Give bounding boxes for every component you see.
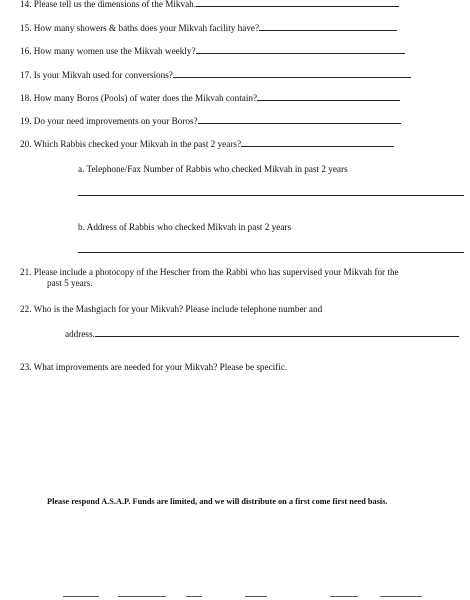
- scan-mark: [63, 596, 99, 597]
- question-14: [20, 0, 399, 10]
- answer-blank-17[interactable]: [173, 69, 411, 78]
- question-15: [20, 22, 397, 34]
- question-20b: b. Address of Rabbis who checked Mikvah in past 2 years: [78, 222, 292, 232]
- question-18-text: 18. How many Boros (Pools) of water does the Mikvah contain?: [20, 93, 258, 103]
- answer-blank-14[interactable]: [196, 0, 399, 7]
- question-16-text: 16. How many women use the Mikvah weekly?: [20, 46, 196, 56]
- address-label: address.: [65, 329, 95, 339]
- question-22-text: 22. Who is the Mashgiach for your Mikvah? Please include telephone number and: [20, 304, 323, 314]
- footer-notice: Please respond A.S.A.P. Funds are limited, and we will distribute on a first come first need basis.: [47, 497, 388, 506]
- question-21-line-1: 21. Please include a photocopy of the Hescher from the Rabbi who has supervised your Mikvah for the: [20, 267, 399, 277]
- answer-blank-19[interactable]: [198, 115, 401, 124]
- question-16: [20, 45, 405, 57]
- answer-line-20b[interactable]: [78, 252, 464, 253]
- question-17-text: 17. Is your Mikvah used for conversions?: [20, 70, 173, 80]
- answer-blank-address[interactable]: [95, 328, 459, 337]
- question-20: [20, 138, 394, 150]
- question-22: [20, 304, 322, 315]
- question-20-text: 20. Which Rabbis checked your Mikvah in the past 2 years?: [20, 139, 242, 149]
- answer-blank-15[interactable]: [259, 22, 397, 31]
- question-23: [20, 362, 287, 373]
- question-15-text: 15. How many showers & baths does your Mikvah facility have?: [20, 23, 260, 33]
- answer-blank-20[interactable]: [241, 138, 394, 147]
- question-22-address: [65, 328, 459, 340]
- answer-area-23[interactable]: [20, 378, 460, 478]
- question-19: [20, 115, 401, 127]
- question-19-text: 19. Do your need improvements on your Boros?: [20, 116, 198, 126]
- scan-mark: [186, 596, 202, 597]
- question-17: [20, 69, 411, 81]
- scan-mark: [330, 596, 358, 597]
- question-14-text: 14. Please tell us the dimensions of the Mikvah.: [20, 0, 197, 9]
- answer-blank-18[interactable]: [257, 92, 400, 101]
- question-18: [20, 92, 400, 104]
- scan-mark: [245, 596, 267, 597]
- question-20a: a. Telephone/Fax Number of Rabbis who checked Mikvah in past 2 years: [78, 164, 348, 174]
- question-23-text: 23. What improvements are needed for your Mikvah? Please be specific.: [20, 362, 288, 372]
- question-21-line-2: past 5 years.: [47, 278, 93, 288]
- question-21: [20, 267, 466, 289]
- answer-blank-16[interactable]: [196, 45, 405, 54]
- scan-mark: [380, 596, 422, 597]
- scan-mark: [118, 596, 166, 597]
- answer-line-20a[interactable]: [78, 195, 464, 196]
